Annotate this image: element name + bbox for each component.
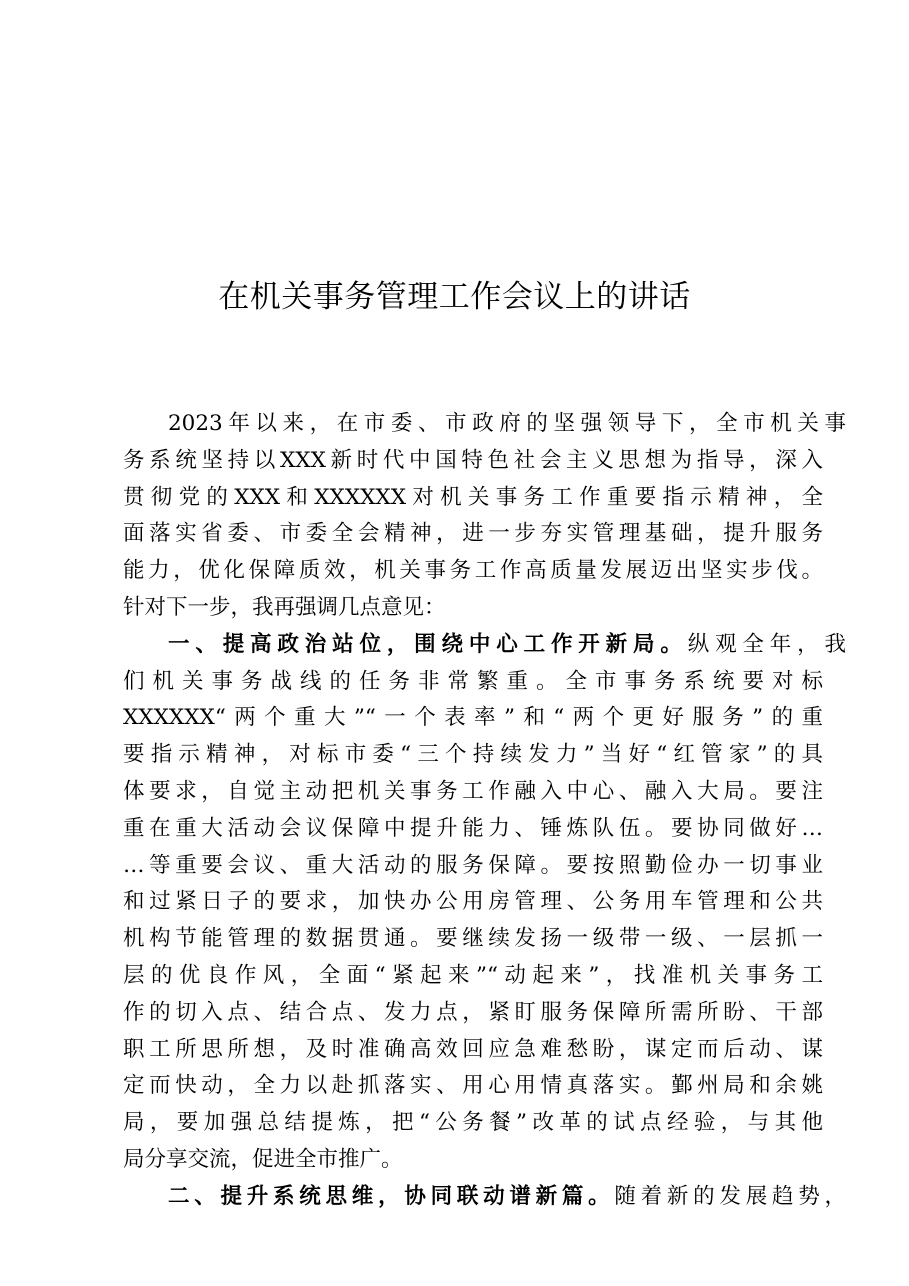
document-title: 在机关事务管理工作会议上的讲话: [218, 279, 691, 315]
paragraph-line: 针对下一步，我再强调几点意见：: [123, 594, 446, 620]
section-heading-line: [123, 1179, 846, 1216]
paragraph-line: 局，要加强总结提炼，把“公务餐”改革的试点经验，与其他: [123, 1110, 823, 1136]
paragraph-line: 重在重大活动会议保障中提升能力、锤炼队伍。要协同做好…: [123, 815, 823, 841]
paragraph-line: 体要求，自觉主动把机关事务工作融入中心、融入大局。要注: [123, 778, 823, 804]
paragraph-line: 机构节能管理的数据贯通。要继续发扬一级带一级、一层抓一: [123, 926, 823, 952]
paragraph-line: 层的优良作风，全面“紧起来”“动起来”，找准机关事务工: [123, 962, 823, 988]
paragraph-line: …等重要会议、重大活动的服务保障。要按照勤俭办一切事业: [123, 852, 823, 878]
section-heading: 二、提升系统思维，协同联动谱新篇。: [168, 1183, 615, 1209]
paragraph-line: XXXXXX“两个重大”“一个表率”和“两个更好服务”的重: [123, 705, 823, 731]
paragraph-line: 职工所思所想，及时准确高效回应急难愁盼，谋定而后动、谋: [123, 1036, 823, 1062]
paragraph-line: 定而快动，全力以赴抓落实、用心用情真落实。鄞州局和余姚: [123, 1073, 823, 1099]
section-heading-continuation: 纵观全年，我: [687, 631, 846, 657]
paragraph-line: 们机关事务战线的任务非常繁重。全市事务系统要对标: [123, 668, 823, 694]
section-heading: 一、提高政治站位，围绕中心工作开新局。: [168, 631, 688, 657]
paragraph-line: 要指示精神，对标市委“三个持续发力”当好“红管家”的具: [123, 742, 823, 768]
section-heading-continuation: 随着新的发展趋势，: [614, 1183, 846, 1209]
paragraph-line: 面落实省委、市委全会精神，进一步夯实管理基础，提升服务: [123, 521, 823, 547]
paragraph-line: 能力，优化保障质效，机关事务工作高质量发展迈出坚实步伐。: [123, 558, 823, 584]
paragraph-line: 贯彻党的XXX和XXXXXX对机关事务工作重要指示精神，全: [123, 484, 823, 510]
paragraph-line: 务系统坚持以XXX新时代中国特色社会主义思想为指导，深入: [123, 447, 823, 473]
paragraph-line: 作的切入点、结合点、发力点，紧盯服务保障所需所盼、干部: [123, 999, 823, 1025]
paragraph-line: 2023年以来，在市委、市政府的坚强领导下，全市机关事: [168, 411, 846, 436]
paragraph-line: 局分享交流，促进全市推广。: [123, 1146, 403, 1172]
section-heading-line: [123, 627, 846, 664]
document-body: [123, 406, 846, 1216]
paragraph-line: 和过紧日子的要求，加快办公用房管理、公务用车管理和公共: [123, 889, 823, 915]
